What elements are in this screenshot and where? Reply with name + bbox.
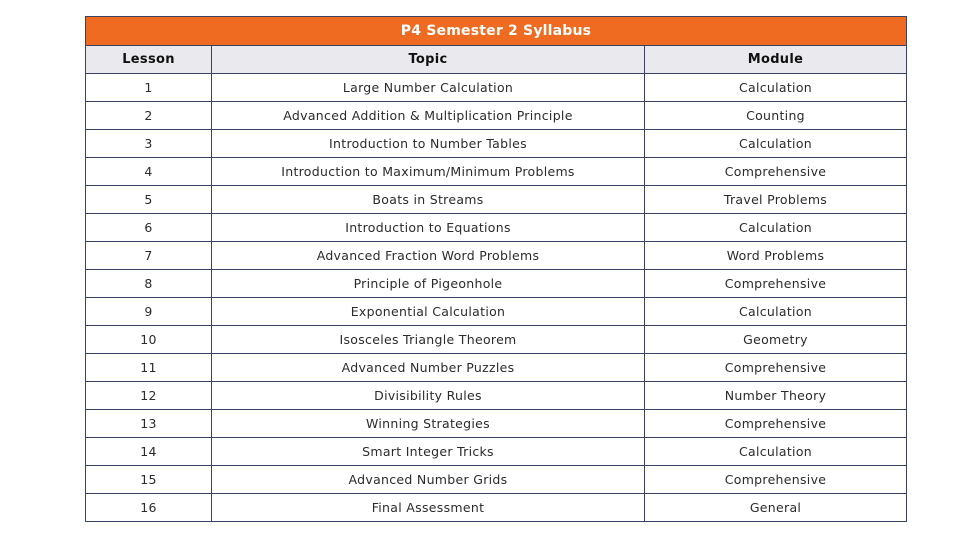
lesson-cell: 11 (86, 354, 212, 382)
topic-cell: Large Number Calculation (212, 74, 645, 102)
lesson-cell: 5 (86, 186, 212, 214)
table-row (86, 410, 907, 438)
table-row (86, 214, 907, 242)
module-cell: Calculation (645, 298, 907, 326)
lesson-cell: 2 (86, 102, 212, 130)
module-cell: Number Theory (645, 382, 907, 410)
table-header-row (86, 46, 907, 74)
module-cell: Calculation (645, 74, 907, 102)
module-cell: Comprehensive (645, 466, 907, 494)
syllabus-table (85, 16, 907, 522)
module-cell: Travel Problems (645, 186, 907, 214)
column-header-topic: Topic (212, 46, 645, 74)
topic-cell: Principle of Pigeonhole (212, 270, 645, 298)
topic-cell: Advanced Addition & Multiplication Principle (212, 102, 645, 130)
lesson-cell: 1 (86, 74, 212, 102)
topic-cell: Smart Integer Tricks (212, 438, 645, 466)
table-row (86, 326, 907, 354)
topic-cell: Isosceles Triangle Theorem (212, 326, 645, 354)
lesson-cell: 4 (86, 158, 212, 186)
table-row (86, 382, 907, 410)
topic-cell: Introduction to Number Tables (212, 130, 645, 158)
module-cell: Geometry (645, 326, 907, 354)
topic-cell: Final Assessment (212, 494, 645, 522)
table-row (86, 354, 907, 382)
lesson-cell: 9 (86, 298, 212, 326)
table-row (86, 466, 907, 494)
lesson-cell: 7 (86, 242, 212, 270)
table-title: P4 Semester 2 Syllabus (86, 17, 907, 46)
topic-cell: Introduction to Maximum/Minimum Problems (212, 158, 645, 186)
module-cell: Comprehensive (645, 354, 907, 382)
lesson-cell: 6 (86, 214, 212, 242)
module-cell: Counting (645, 102, 907, 130)
topic-cell: Advanced Number Puzzles (212, 354, 645, 382)
lesson-cell: 8 (86, 270, 212, 298)
table-row (86, 158, 907, 186)
module-cell: Calculation (645, 214, 907, 242)
topic-cell: Advanced Number Grids (212, 466, 645, 494)
table-row (86, 438, 907, 466)
module-cell: Comprehensive (645, 158, 907, 186)
table-body (86, 74, 907, 522)
topic-cell: Divisibility Rules (212, 382, 645, 410)
table-row (86, 298, 907, 326)
topic-cell: Advanced Fraction Word Problems (212, 242, 645, 270)
table-row (86, 130, 907, 158)
topic-cell: Exponential Calculation (212, 298, 645, 326)
table-row (86, 74, 907, 102)
topic-cell: Boats in Streams (212, 186, 645, 214)
lesson-cell: 3 (86, 130, 212, 158)
module-cell: Word Problems (645, 242, 907, 270)
topic-cell: Introduction to Equations (212, 214, 645, 242)
lesson-cell: 14 (86, 438, 212, 466)
table-row (86, 242, 907, 270)
lesson-cell: 15 (86, 466, 212, 494)
table-row (86, 102, 907, 130)
column-header-module: Module (645, 46, 907, 74)
module-cell: Comprehensive (645, 410, 907, 438)
table-row (86, 494, 907, 522)
lesson-cell: 13 (86, 410, 212, 438)
module-cell: Comprehensive (645, 270, 907, 298)
module-cell: Calculation (645, 438, 907, 466)
module-cell: Calculation (645, 130, 907, 158)
table-row (86, 186, 907, 214)
column-header-lesson: Lesson (86, 46, 212, 74)
lesson-cell: 16 (86, 494, 212, 522)
lesson-cell: 12 (86, 382, 212, 410)
table-title-row (86, 17, 907, 46)
topic-cell: Winning Strategies (212, 410, 645, 438)
module-cell: General (645, 494, 907, 522)
lesson-cell: 10 (86, 326, 212, 354)
table-row (86, 270, 907, 298)
